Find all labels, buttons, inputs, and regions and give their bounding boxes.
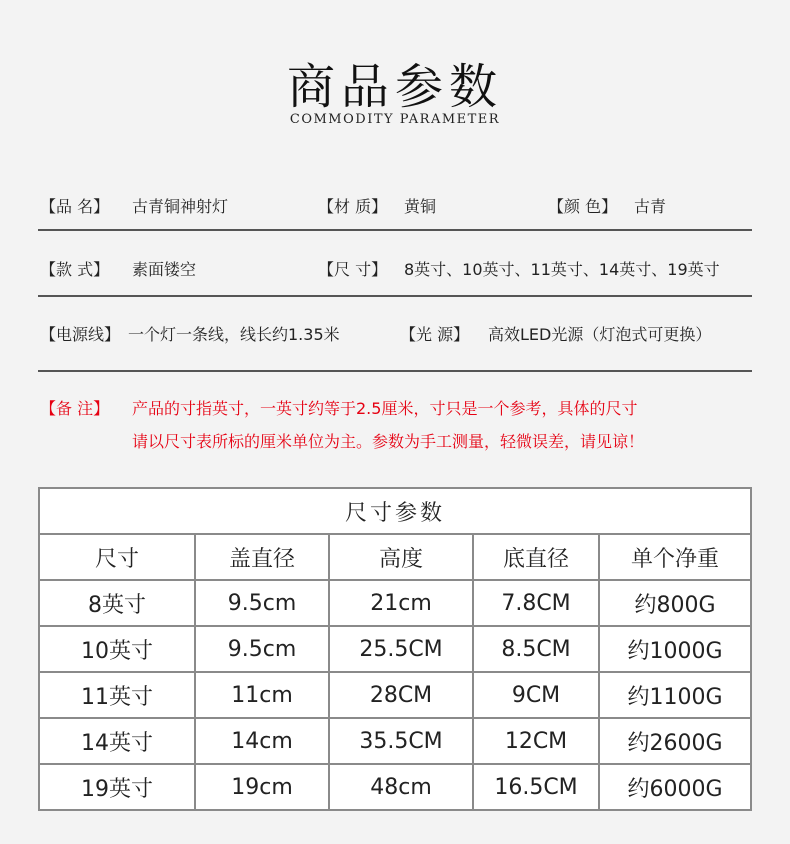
note-line-2: 请以尺寸表所标的厘米单位为主。参数为手工测量，轻微误差，请见谅！ — [132, 432, 645, 451]
cell-base-diameter: 7.8CM — [473, 580, 599, 626]
cell-lid-diameter: 11cm — [195, 672, 329, 718]
cell-base-diameter: 16.5CM — [473, 764, 599, 810]
divider — [38, 295, 752, 297]
cell-net-weight: 约1000G — [599, 626, 751, 672]
header-height: 高度 — [329, 534, 473, 580]
page-title: 商品参数 — [286, 59, 503, 115]
size-value: 8英寸、10英寸、11英寸、14英寸、19英寸 — [404, 260, 720, 279]
page-subtitle: COMMODITY PARAMETER — [289, 112, 501, 127]
note-line-1: 产品的寸指英寸，一英寸约等于2.5厘米，寸只是一个参考，具体的尺寸 — [132, 399, 638, 418]
header-base-diameter: 底直径 — [473, 534, 599, 580]
cell-size: 11英寸 — [39, 672, 195, 718]
style-label: 【款 式】 — [40, 260, 110, 279]
cell-height: 48cm — [329, 764, 473, 810]
cell-net-weight: 约6000G — [599, 764, 751, 810]
cell-size: 19英寸 — [39, 764, 195, 810]
power-value: 一个灯一条线，线长约1.35米 — [128, 325, 340, 344]
size-parameter-table — [38, 487, 752, 811]
cell-base-diameter: 8.5CM — [473, 626, 599, 672]
table-header-row — [39, 534, 751, 580]
power-label: 【电源线】 — [40, 325, 121, 344]
cell-lid-diameter: 14cm — [195, 718, 329, 764]
table-row — [39, 764, 751, 810]
color-value: 古青 — [634, 197, 667, 216]
cell-height: 25.5CM — [329, 626, 473, 672]
table-caption: 尺寸参数 — [39, 488, 751, 534]
name-label: 【品 名】 — [40, 197, 110, 216]
cell-lid-diameter: 9.5cm — [195, 580, 329, 626]
table-row — [39, 580, 751, 626]
table-row — [39, 672, 751, 718]
size-label: 【尺 寸】 — [318, 260, 388, 279]
cell-size: 10英寸 — [39, 626, 195, 672]
cell-base-diameter: 12CM — [473, 718, 599, 764]
note-label: 【备 注】 — [40, 399, 110, 418]
light-label: 【光 源】 — [400, 325, 470, 344]
name-value: 古青铜神射灯 — [132, 197, 229, 216]
light-value: 高效LED光源（灯泡式可更换） — [488, 325, 712, 344]
material-value: 黄铜 — [404, 197, 437, 216]
cell-net-weight: 约1100G — [599, 672, 751, 718]
header-lid-diameter: 盖直径 — [195, 534, 329, 580]
style-value: 素面镂空 — [132, 260, 197, 279]
cell-lid-diameter: 19cm — [195, 764, 329, 810]
divider — [38, 229, 752, 231]
header-net-weight: 单个净重 — [599, 534, 751, 580]
color-label: 【颜 色】 — [548, 197, 618, 216]
cell-height: 21cm — [329, 580, 473, 626]
cell-net-weight: 约2600G — [599, 718, 751, 764]
cell-size: 8英寸 — [39, 580, 195, 626]
cell-height: 35.5CM — [329, 718, 473, 764]
cell-height: 28CM — [329, 672, 473, 718]
cell-size: 14英寸 — [39, 718, 195, 764]
table-row — [39, 718, 751, 764]
divider — [38, 370, 752, 372]
cell-lid-diameter: 9.5cm — [195, 626, 329, 672]
header-size: 尺寸 — [39, 534, 195, 580]
cell-base-diameter: 9CM — [473, 672, 599, 718]
table-row — [39, 626, 751, 672]
cell-net-weight: 约800G — [599, 580, 751, 626]
material-label: 【材 质】 — [318, 197, 388, 216]
